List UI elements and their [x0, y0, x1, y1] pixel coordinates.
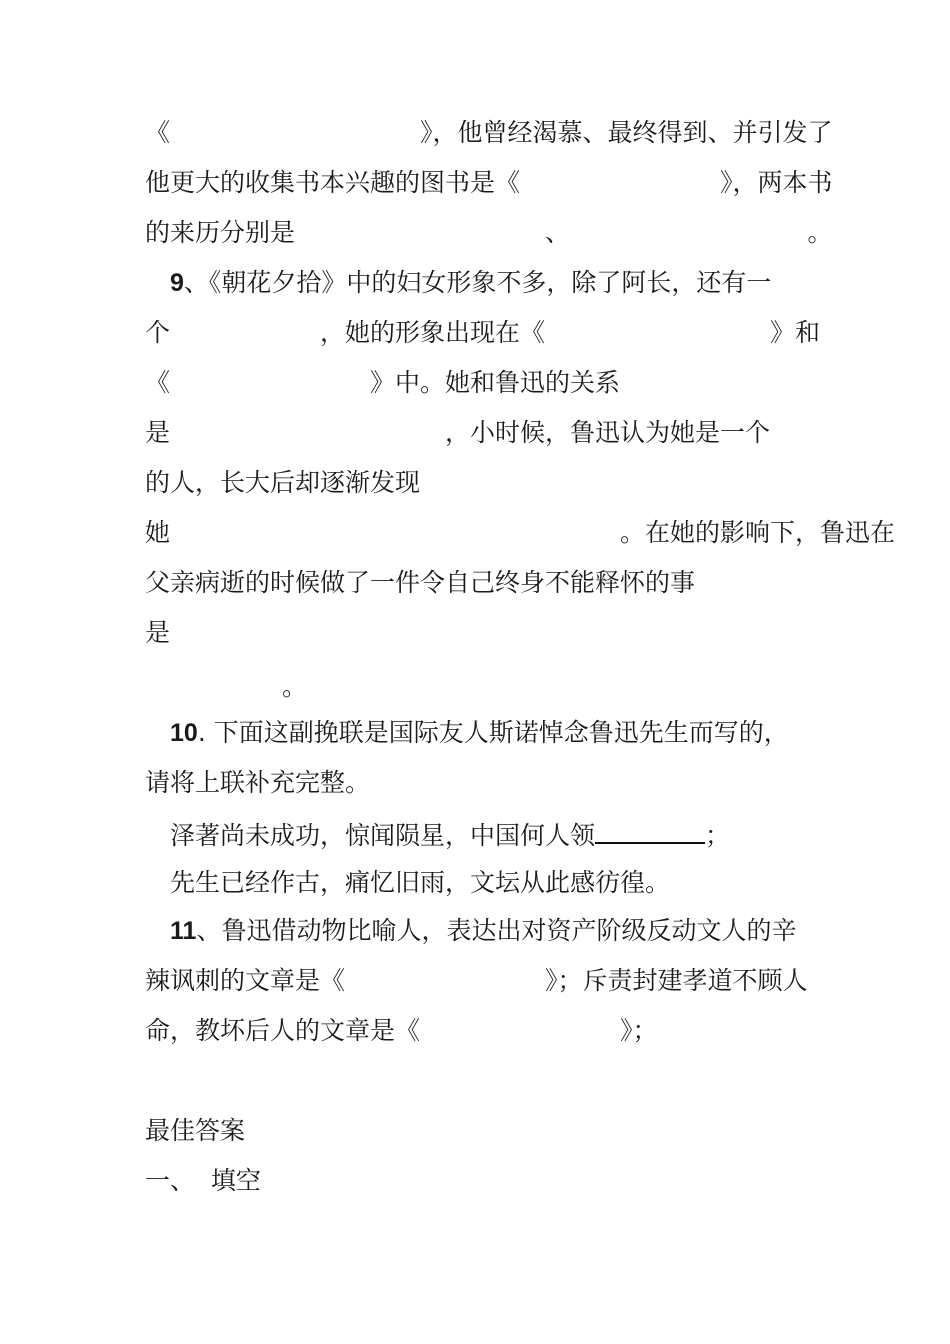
q10-number: 10 [170, 719, 198, 747]
q11-line-3: 命，教坏后人的文章是《 》； [145, 1016, 658, 1045]
q9-line-7: 父亲病逝的时候做了一件令自己终身不能释怀的事 [145, 568, 696, 597]
q8-line-2: 他更大的收集书本兴趣的图书是《 》，两本书 [145, 168, 833, 197]
q9-line-5: 的人，长大后却逐渐发现 [145, 468, 421, 497]
couplet-first-text: 泽著尚未成功，惊闻陨星，中国何人领 [170, 821, 596, 850]
q9-line-3: 《 》中。她和鲁迅的关系 [145, 368, 621, 397]
q11-text-1: 、鲁迅借动物比喻人，表达出对资产阶级反动文人的辛 [196, 916, 797, 945]
q11-line-2: 辣讽刺的文章是《 》；斥责封建孝道不顾人 [145, 966, 808, 995]
q8-line-3: 的来历分别是 、 。 [145, 218, 833, 247]
answers-heading: 最佳答案 [145, 1116, 246, 1145]
q9-line-1 [170, 266, 771, 300]
answers-section-fill-blank: 一、 填空 [145, 1166, 261, 1195]
q9-line-2: 个 ，她的形象出现在《 》和 [145, 318, 821, 347]
q10-line-2: 请将上联补充完整。 [145, 768, 371, 797]
q11-line-1 [170, 914, 796, 948]
couplet-answer-blank[interactable] [595, 816, 705, 844]
q9-line-8: 是 [145, 618, 171, 647]
q9-text-1: 、《朝花夕拾》中的妇女形象不多，除了阿长，还有一 [183, 268, 772, 297]
q8-line-1: 《 》，他曾经渴慕、最终得到、并引发了 [145, 118, 833, 147]
q9-line-9: 。 [282, 672, 308, 701]
q9-number: 9 [170, 269, 184, 297]
q9-line-4: 是 ，小时候，鲁迅认为她是一个 [145, 418, 771, 447]
couplet-first [170, 816, 730, 853]
q10-line-1 [170, 716, 789, 750]
q11-number: 11 [170, 917, 197, 945]
q10-text-1: . 下面这副挽联是国际友人斯诺悼念鲁迅先生而写的， [197, 718, 789, 747]
couplet-first-end: ； [705, 821, 731, 850]
couplet-second: 先生已经作古，痛忆旧雨，文坛从此感彷徨。 [170, 868, 671, 897]
q9-line-6: 她 。在她的影响下，鲁迅在 [145, 518, 896, 547]
